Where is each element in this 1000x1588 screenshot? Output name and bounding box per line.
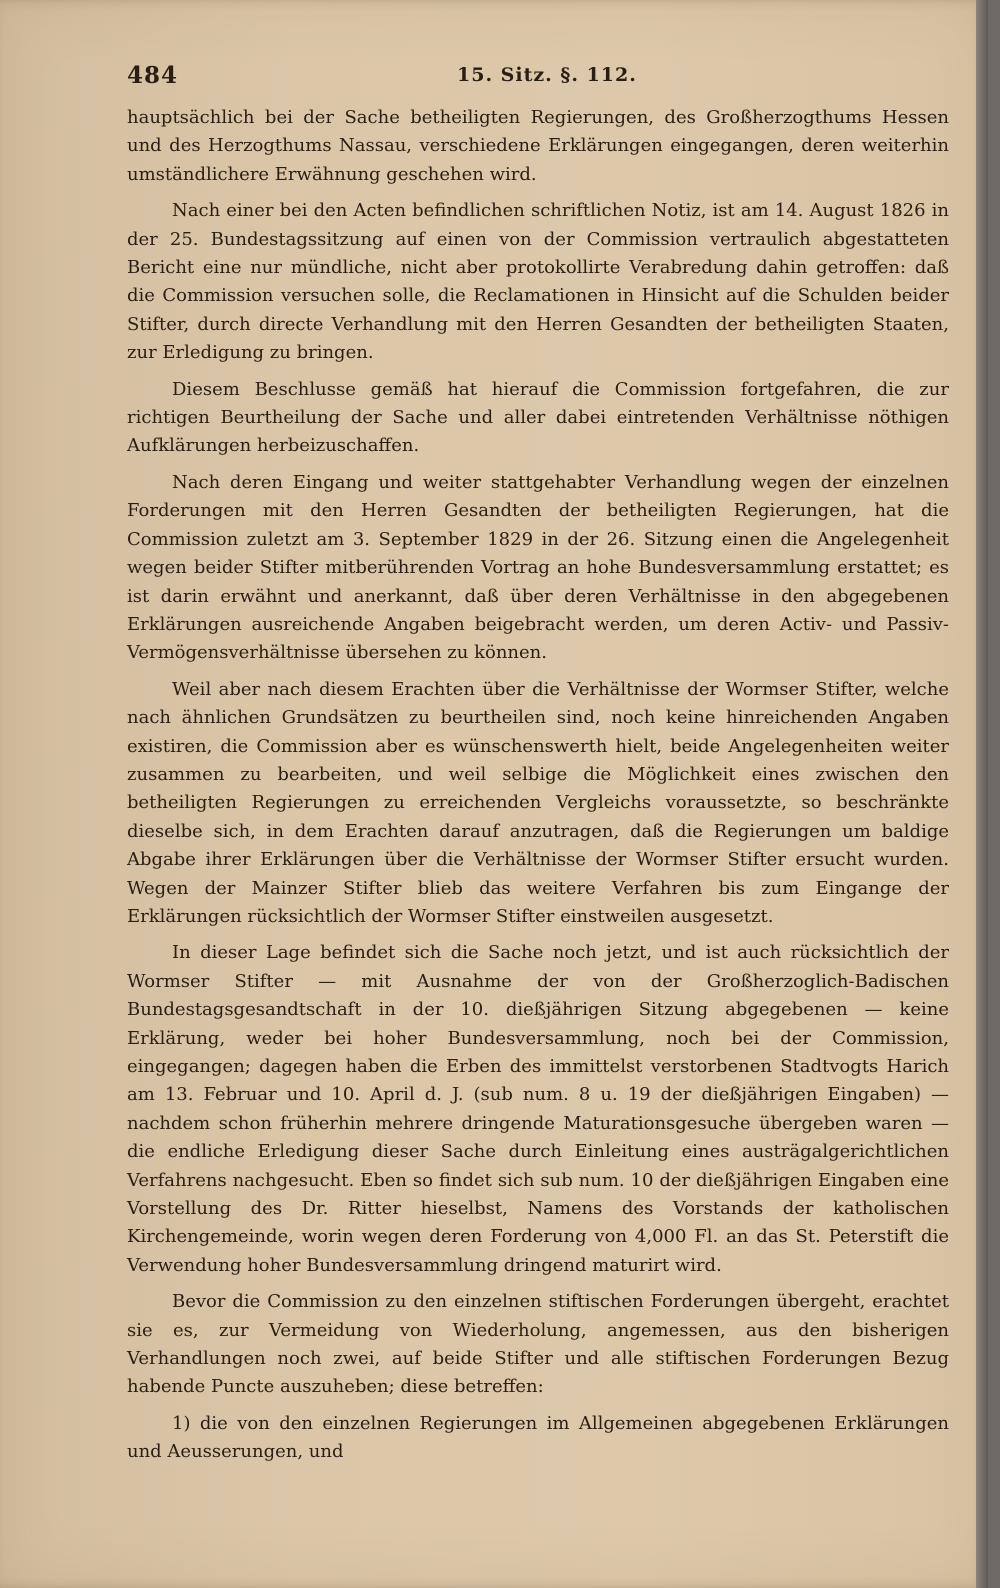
- paragraph: Bevor die Commission zu den einzelnen stiftischen Forderungen übergeht, erachtet sie es, zur Vermeidung von Wiederholung, angemessen, aus den bisherigen Verhandlungen noch zwei, auf beide Stifter und alle stiftischen Forderungen Bezug habende Puncte auszuheben; diese betreffen:: [127, 1291, 949, 1398]
- paragraph: hauptsächlich bei der Sache betheiligten Regierungen, des Großherzogthums Hessen und des Herzogthums Nassau, verschiedene Erklärungen eingegangen, deren weiterhin umständlichere Erwähnung geschehen wird.: [127, 107, 949, 185]
- page-number: 484: [127, 62, 179, 89]
- paragraph: In dieser Lage befindet sich die Sache noch jetzt, und ist auch rücksichtlich der Wormser Stifter — mit Ausnahme der von der Großherzoglich-Badischen Bundestagsgesandtschaft in der 10. dießjährigen Sitzung abgegebenen — keine Erklärung, weder bei hoher Bundesversammlung, noch bei der Commission, eingegangen; dagegen haben die Erben des immittelst verstorbenen Stadtvogts Harich am 13. Februar und 10. April d. J. (sub num. 8 u. 19 der dießjährigen Eingaben) — nachdem schon früherhin mehrere dringende Maturationsgesuche übergeben waren — die endliche Erledigung dieser Sache durch Einleitung eines austrägalgerichtlichen Verfahrens nachgesucht. Eben so findet sich sub num. 10 der dießjährigen Eingaben eine Vorstellung des Dr. Ritter hieselbst, Namens des Vorstands der katholischen Kirchengemeinde, worin wegen deren Forderung von 4,000 Fl. an das St. Peterstift die Verwendung hoher Bundesversammlung dringend maturirt wird.: [127, 942, 949, 1276]
- paragraph: Diesem Beschlusse gemäß hat hierauf die Commission fortgefahren, die zur richtigen Beurtheilung der Sache und aller dabei eintretenden Verhältnisse nöthigen Aufklärungen herbeizuschaffen.: [127, 378, 949, 457]
- paragraph: Weil aber nach diesem Erachten über die Verhältnisse der Wormser Stifter, welche nach ähnlichen Grundsätzen zu beurtheilen sind, noch keine hinreichenden Angaben existiren, die Commission aber es wünschenswerth hielt, beide Angelegenheiten weiter zusammen zu bearbeiten, und weil selbige die Möglichkeit eines zwischen den betheiligten Regierungen zu erreichenden Vergleichs voraussetzte, so beschränkte dieselbe sich, in dem Erachten darauf anzutragen, daß die Regierungen um baldige Abgabe ihrer Erklärungen über die Verhältnisse der Wormser Stifter ersucht wurden. Wegen der Mainzer Stifter blieb das weitere Verfahren bis zum Eingange der Erklärungen rücksichtlich der Wormser Stifter einstweilen ausgesetzt.: [127, 678, 949, 927]
- page-header: [127, 62, 947, 92]
- page-edge: [976, 0, 988, 1588]
- document-body: [127, 104, 949, 1475]
- paragraph: Nach einer bei den Acten befindlichen schriftlichen Notiz, ist am 14. August 1826 in der 25. Bundestagssitzung auf einen von der Commission vertraulich abgestatteten Bericht eine nur mündliche, nicht aber protokollirte Verabredung dahin getroffen: daß die Commission versuchen solle, die Reclamationen in Hinsicht auf die Schulden beider Stifter, durch directe Verhandlung mit den Herren Gesandten der betheiligten Staaten, zur Erledigung zu bringen.: [127, 200, 949, 364]
- list-item: 1) die von den einzelnen Regierungen im Allgemeinen abgegebenen Erklärungen und Aeusserungen, und: [127, 1412, 949, 1463]
- running-head: 15. Sitz. §. 112.: [457, 64, 637, 86]
- paragraph: Nach deren Eingang und weiter stattgehabter Verhandlung wegen der einzelnen Forderungen mit den Herren Gesandten der betheiligten Regierungen, hat die Commission zuletzt am 3. September 1829 in der 26. Sitzung einen die Angelegenheit wegen beider Stifter mitberührenden Vortrag an hohe Bundesversammlung erstattet; es ist darin erwähnt und anerkannt, daß über deren Verhältnisse in den abgegebenen Erklärungen ausreichende Angaben beigebracht werden, um deren Activ- und Passiv-Vermögensverhältnisse übersehen zu können.: [127, 471, 949, 664]
